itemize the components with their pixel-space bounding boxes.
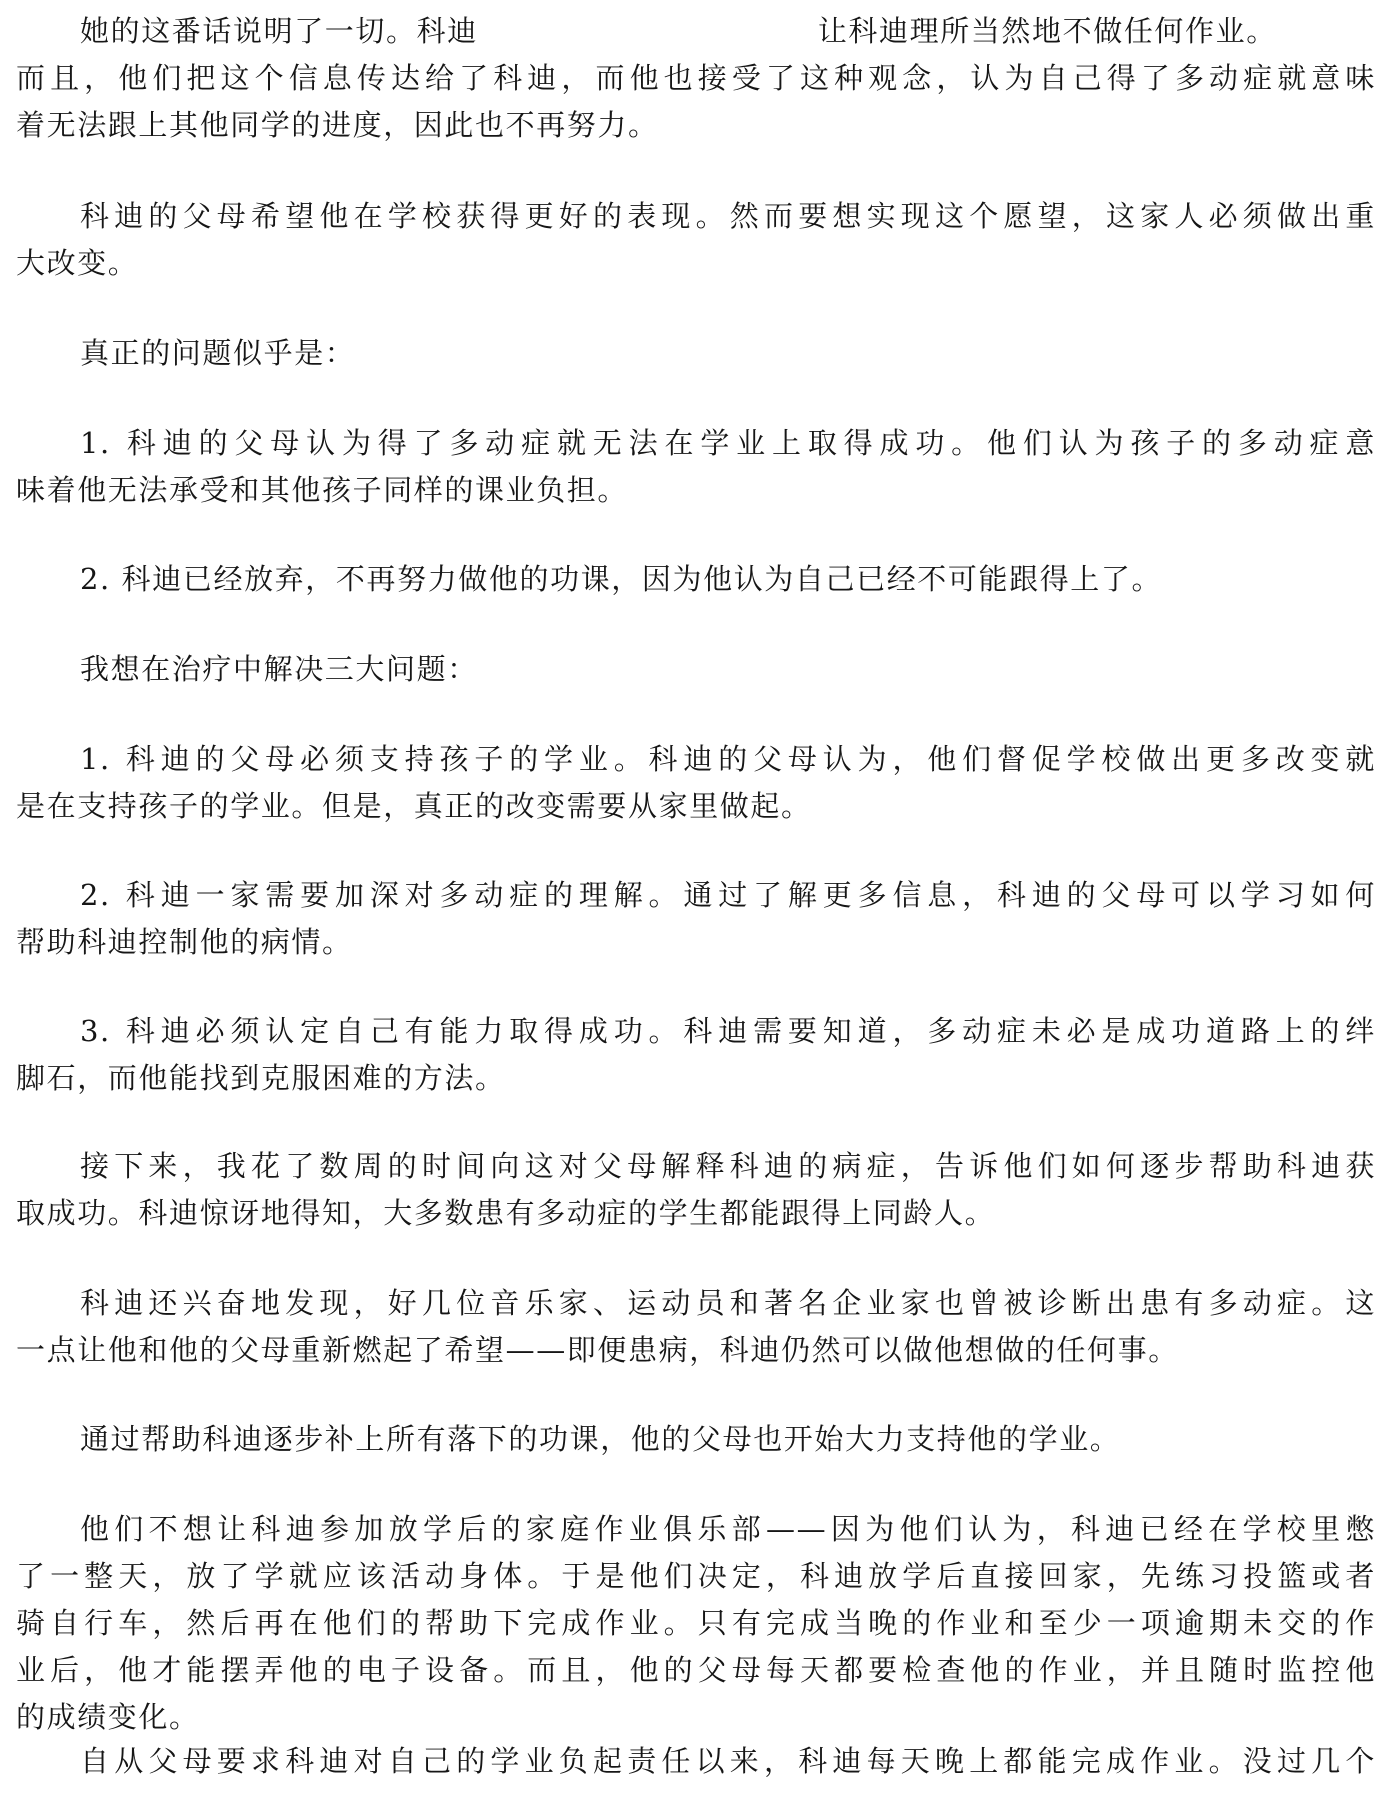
paragraph-5 [16, 556, 1376, 603]
paragraph-8 [16, 872, 1376, 966]
text-line: 他们不想让科迪参加放学后的家庭作业俱乐部——因为他们认为，科迪已经在学校里憋 [80, 1512, 1376, 1546]
paragraph-12 [16, 1416, 1376, 1463]
text-line: 我想在治疗中解决三大问题： [80, 652, 478, 686]
paragraph-4 [16, 420, 1376, 514]
text-line: 骑自行车，然后再在他们的帮助下完成作业。只有完成当晚的作业和至少一项逾期未交的作 [16, 1606, 1376, 1640]
text-line: 着无法跟上其他同学的进度，因此也不再努力。 [16, 108, 659, 142]
text-line: 是在支持孩子的学业。但是，真正的改变需要从家里做起。 [16, 789, 812, 823]
text-line: 2. 科迪已经放弃，不再努力做他的功课，因为他认为自己已经不可能跟得上了。 [80, 562, 1163, 596]
text-line: 3. 科迪必须认定自己有能力取得成功。科迪需要知道，多动症未必是成功道路上的绊 [80, 1014, 1376, 1048]
text-line: 而且，他们把这个信息传达给了科迪，而他也接受了这种观念，认为自己得了多动症就意味 [16, 61, 1376, 95]
text-line: 1. 科迪的父母必须支持孩子的学业。科迪的父母认为，他们督促学校做出更多改变就 [80, 742, 1376, 776]
text-line-start: 她的这番话说明了一切。科迪 [80, 14, 478, 48]
text-line: 自从父母要求科迪对自己的学业负起责任以来，科迪每天晚上都能完成作业。没过几个 [80, 1744, 1376, 1778]
paragraph-13 [16, 1506, 1376, 1741]
text-line-end: 让科迪理所当然地不做任何作业。 [817, 14, 1277, 48]
text-line: 真正的问题似乎是： [80, 336, 356, 370]
text-line [16, 8, 1376, 55]
text-line: 味着他无法承受和其他孩子同样的课业负担。 [16, 473, 629, 507]
text-line: 科迪还兴奋地发现，好几位音乐家、运动员和著名企业家也曾被诊断出患有多动症。这 [80, 1286, 1376, 1320]
text-line: 帮助科迪控制他的病情。 [16, 925, 353, 959]
paragraph-11 [16, 1280, 1376, 1374]
text-line: 业后，他才能摆弄他的电子设备。而且，他的父母每天都要检查他的作业，并且随时监控他 [16, 1653, 1376, 1687]
paragraph-1 [16, 8, 1376, 149]
text-line: 大改变。 [16, 246, 139, 280]
text-line: 通过帮助科迪逐步补上所有落下的功课，他的父母也开始大力支持他的学业。 [80, 1422, 1121, 1456]
text-line: 科迪的父母希望他在学校获得更好的表现。然而要想实现这个愿望，这家人必须做出重 [80, 199, 1376, 233]
paragraph-6 [16, 646, 1376, 693]
text-line: 的成绩变化。 [16, 1700, 200, 1734]
text-line: 了一整天，放了学就应该活动身体。于是他们决定，科迪放学后直接回家，先练习投篮或者 [16, 1559, 1376, 1593]
text-line: 接下来，我花了数周的时间向这对父母解释科迪的病症，告诉他们如何逐步帮助科迪获 [80, 1149, 1376, 1183]
text-line: 取成功。科迪惊讶地得知，大多数患有多动症的学生都能跟得上同龄人。 [16, 1196, 996, 1230]
text-line: 脚石，而他能找到克服困难的方法。 [16, 1061, 506, 1095]
paragraph-10 [16, 1143, 1376, 1237]
paragraph-7 [16, 736, 1376, 830]
paragraph-2 [16, 193, 1376, 287]
document-page [16, 0, 1376, 1800]
paragraph-9 [16, 1008, 1376, 1102]
text-line: 2. 科迪一家需要加深对多动症的理解。通过了解更多信息，科迪的父母可以学习如何 [80, 878, 1376, 912]
text-line: 一点让他和他的父母重新燃起了希望——即便患病，科迪仍然可以做他想做的任何事。 [16, 1333, 1179, 1367]
text-line: 1. 科迪的父母认为得了多动症就无法在学业上取得成功。他们认为孩子的多动症意 [80, 426, 1376, 460]
paragraph-3 [16, 330, 1376, 377]
paragraph-14 [16, 1738, 1376, 1785]
